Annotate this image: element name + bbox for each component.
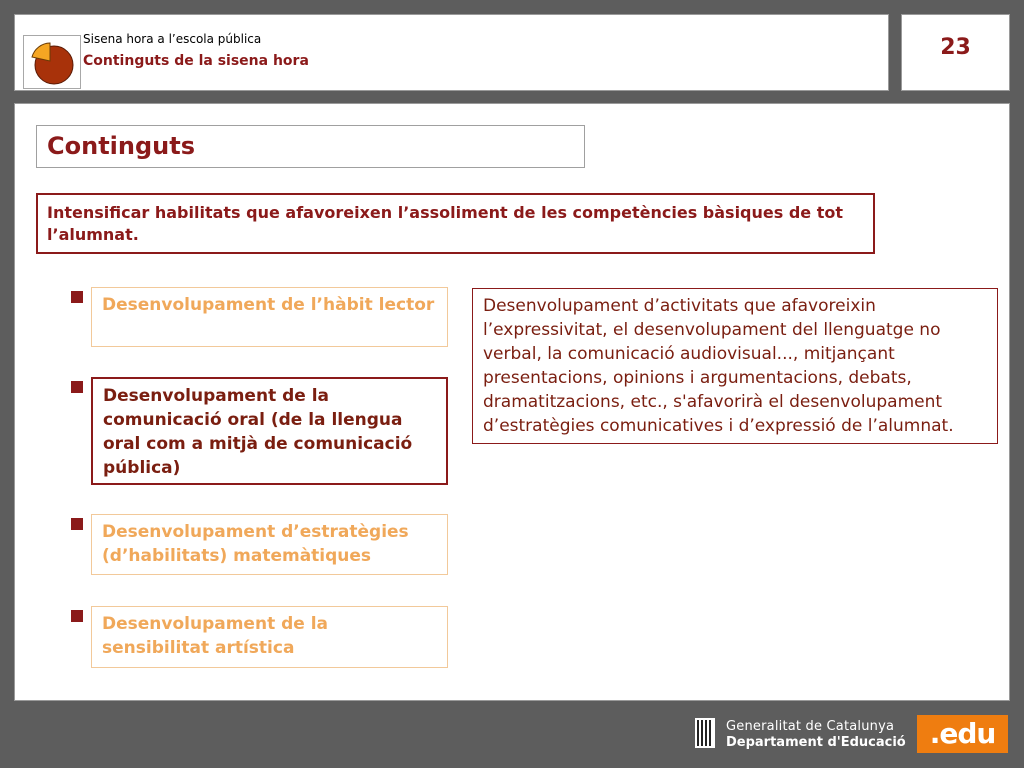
edu-logo[interactable]: .edu <box>917 715 1008 753</box>
main-panel <box>14 103 1010 701</box>
org-department: Departament d'Educació <box>726 735 906 750</box>
contents-heading: Continguts <box>36 125 585 168</box>
content-item-oral-communication[interactable]: Desenvolupament de la comunicació oral (de la llengua oral com a mitjà de comunicació pública) <box>91 377 448 485</box>
header-bar <box>14 14 889 91</box>
org-name: Generalitat de Catalunya <box>726 719 895 734</box>
description-box: Desenvolupament d’activitats que afavoreixin l’expressivitat, el desenvolupament del llenguatge no verbal, la comunicació audiovisual..., mitjançant presentacions, opinions i argumentacions, debats, dramatitzacions, etc., s'afavorirà el desenvolupament d’estratègies comunicatives i d’expressió de l’alumnat. <box>472 288 998 444</box>
page-number-box <box>901 14 1010 91</box>
pie-chart-icon <box>23 35 81 89</box>
header-subtitle: Sisena hora a l’escola pública <box>83 32 262 46</box>
page-number: 23 <box>940 35 971 60</box>
generalitat-emblem-icon <box>695 718 715 748</box>
bullet-icon <box>71 381 83 393</box>
header-title: Continguts de la sisena hora <box>83 53 309 69</box>
content-item-reading[interactable]: Desenvolupament de l’hàbit lector <box>91 287 448 347</box>
content-item-artistic-sensitivity[interactable]: Desenvolupament de la sensibilitat artística <box>91 606 448 668</box>
intro-box: Intensificar habilitats que afavoreixen l’assoliment de les competències bàsiques de tot l’alumnat. <box>36 193 875 254</box>
bullet-icon <box>71 291 83 303</box>
bullet-icon <box>71 610 83 622</box>
bullet-icon <box>71 518 83 530</box>
content-item-math-strategies[interactable]: Desenvolupament d’estratègies (d’habilitats) matemàtiques <box>91 514 448 575</box>
